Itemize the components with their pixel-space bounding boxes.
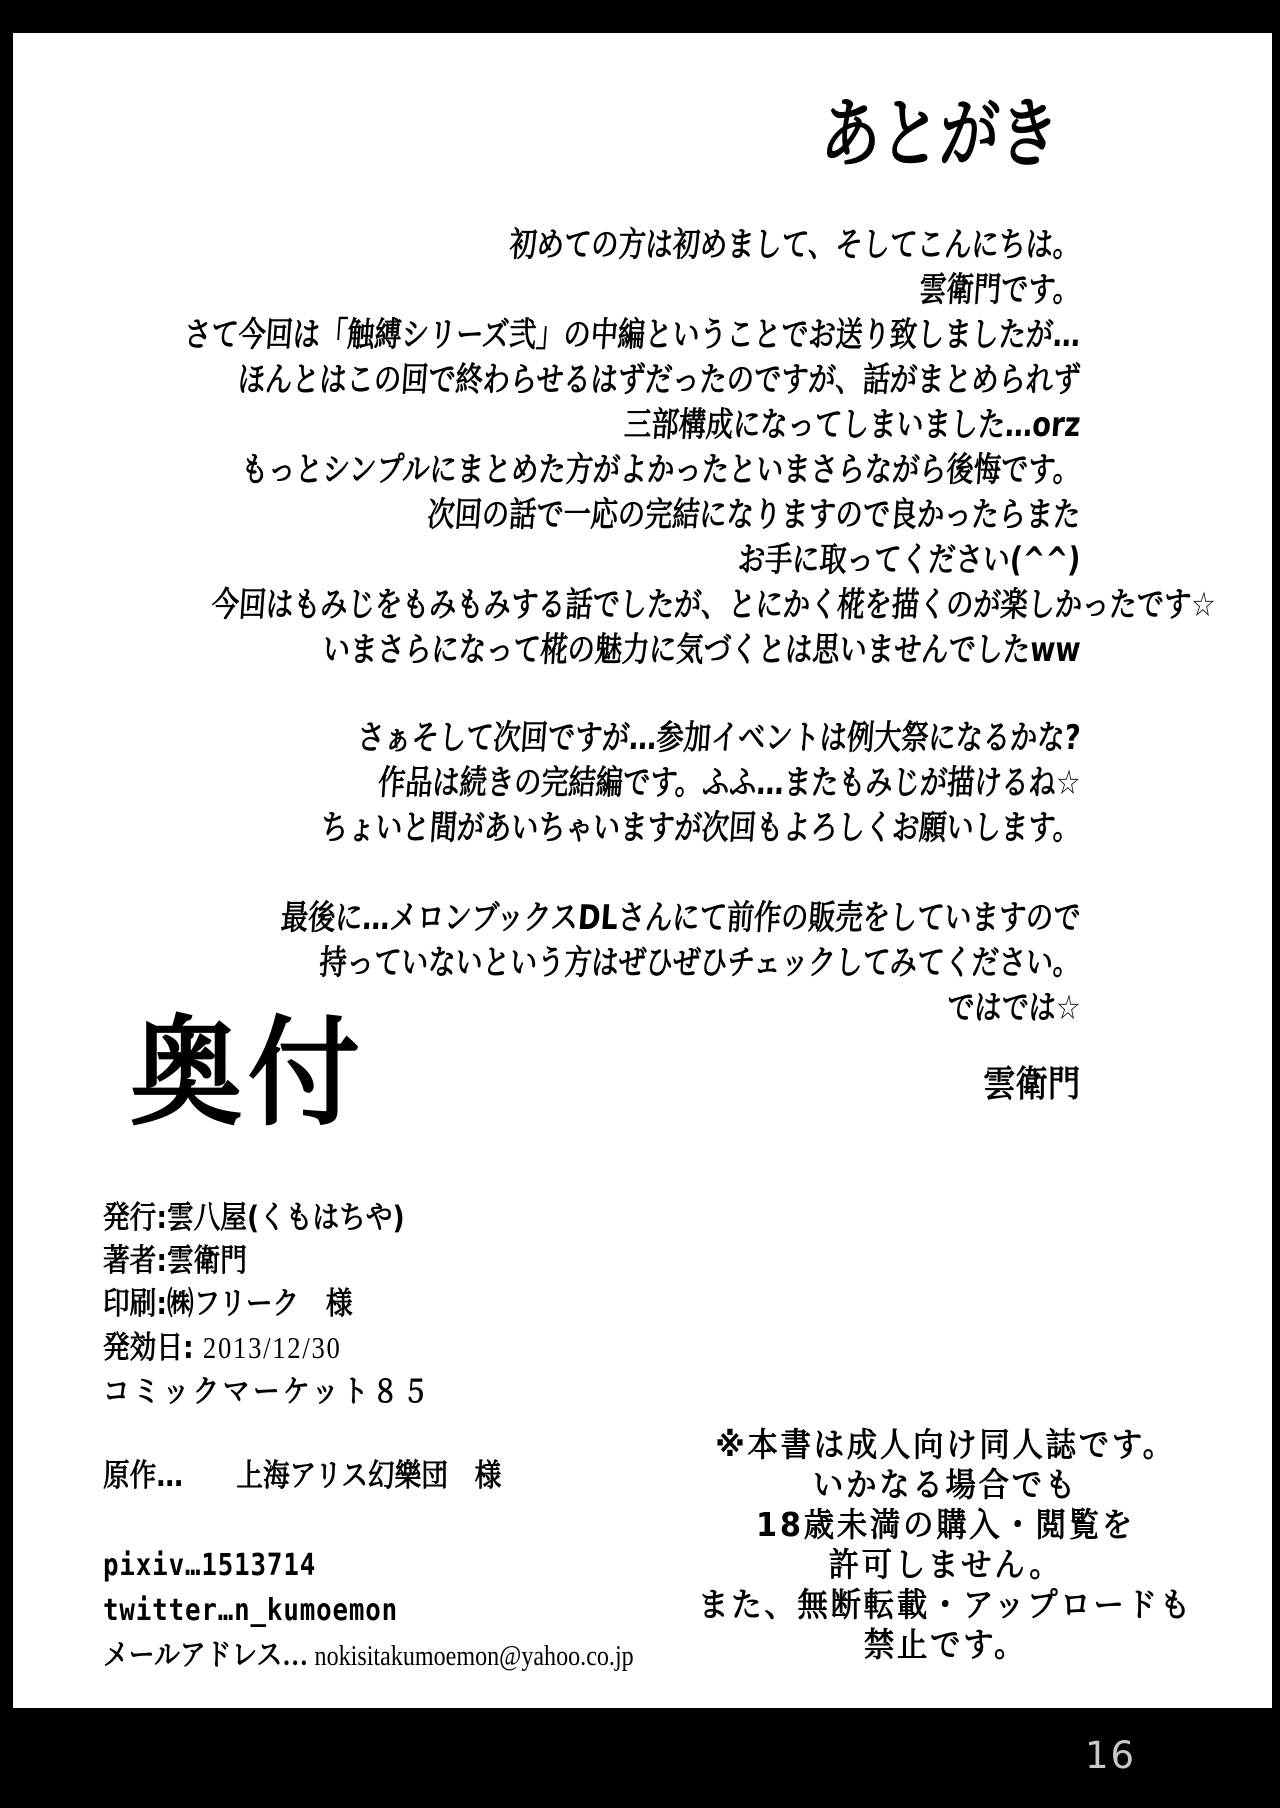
colophon-original-credit: 原作… 上海アリス幻樂団 様	[103, 1458, 502, 1494]
afterword-line: ほんとはこの回で終わらせるはずだったのですが、話がまとめられず	[236, 360, 1082, 400]
notice-line: いかなる場合でも	[813, 1465, 1078, 1504]
colophon-email-label: メールアドレス…	[103, 1639, 309, 1672]
colophon-printer: 印刷:㈱フリーク 様	[103, 1286, 353, 1322]
afterword-signature: 雲衛門	[982, 1064, 1080, 1105]
afterword-line: もっとシンプルにまとめた方がよかったといまさらながら後悔です。	[239, 450, 1082, 490]
afterword-title: あとがき	[818, 89, 1061, 178]
afterword-line: 次回の話で一応の完結になりますので良かったらまた	[425, 495, 1082, 535]
adult-notice-block	[663, 1425, 1228, 1665]
notice-line: 18歳未満の購入・閲覧を	[756, 1505, 1135, 1544]
colophon-publisher: 発行:雲八屋(くもはちや)	[103, 1200, 405, 1236]
page-number: 16	[1085, 1734, 1137, 1777]
notice-line: また、無断転載・アップロードも	[698, 1585, 1193, 1624]
colophon-contact-block	[103, 1543, 720, 1679]
afterword-line: 雲衛門です。	[917, 270, 1082, 310]
afterword-paragraph-2	[13, 716, 1080, 851]
afterword-line: お手に取ってください(^^)	[736, 540, 1082, 580]
afterword-line: ではでは☆	[945, 988, 1082, 1028]
afterword-section	[13, 88, 1217, 1107]
afterword-line: 三部構成になってしまいました…orz	[622, 405, 1082, 445]
colophon-email	[103, 1633, 634, 1679]
afterword-line: 持っていないという方はぜひぜひチェックしてみてください。	[317, 943, 1082, 983]
notice-line: ※本書は成人向け同人誌です。	[715, 1425, 1176, 1464]
colophon-date-label: 発効日:	[103, 1330, 194, 1366]
colophon-pixiv: pixiv…1513714	[103, 1548, 317, 1583]
colophon-twitter: twitter…n_kumoemon	[103, 1593, 399, 1628]
afterword-line: いまさらになって椛の魅力に気づくとは思いませんでしたww	[321, 630, 1082, 670]
colophon-date-value: 2013/12/30	[202, 1330, 342, 1365]
afterword-line: 最後に…メロンブックスDLさんにて前作の販売をしていますので	[279, 898, 1082, 938]
afterword-line: さぁそして次回ですが…参加イベントは例大祭になるかな?	[355, 718, 1082, 758]
colophon-date	[103, 1326, 634, 1370]
colophon-heading: 奥付	[130, 1004, 366, 1142]
afterword-line: 初めての方は初めまして、そしてこんにちは。	[507, 225, 1082, 265]
colophon-section	[103, 1197, 720, 1679]
colophon-event: コミックマーケット８５	[103, 1374, 433, 1409]
notice-line: 禁止です。	[863, 1625, 1028, 1664]
afterword-line: 作品は続きの完結編です。ふふ…またもみじが描けるね☆	[376, 763, 1082, 803]
notice-line: 許可しません。	[828, 1545, 1063, 1584]
colophon-author: 著者:雲衛門	[103, 1243, 247, 1279]
doujinshi-page	[13, 33, 1272, 1708]
afterword-line: さて今回は「触縛シリーズ弐」の中編ということでお送り致しましたが…	[182, 315, 1082, 355]
afterword-line: 今回はもみじをもみもみする話でしたが、とにかく椛を描くのが楽しかったです☆	[210, 585, 1217, 625]
afterword-paragraph-1	[13, 223, 1217, 673]
afterword-line: ちょいと間があいちゃいますが次回もよろしくお願いします。	[319, 808, 1082, 848]
colophon-email-value: nokisitakumoemon@yahoo.co.jp	[314, 1641, 634, 1672]
